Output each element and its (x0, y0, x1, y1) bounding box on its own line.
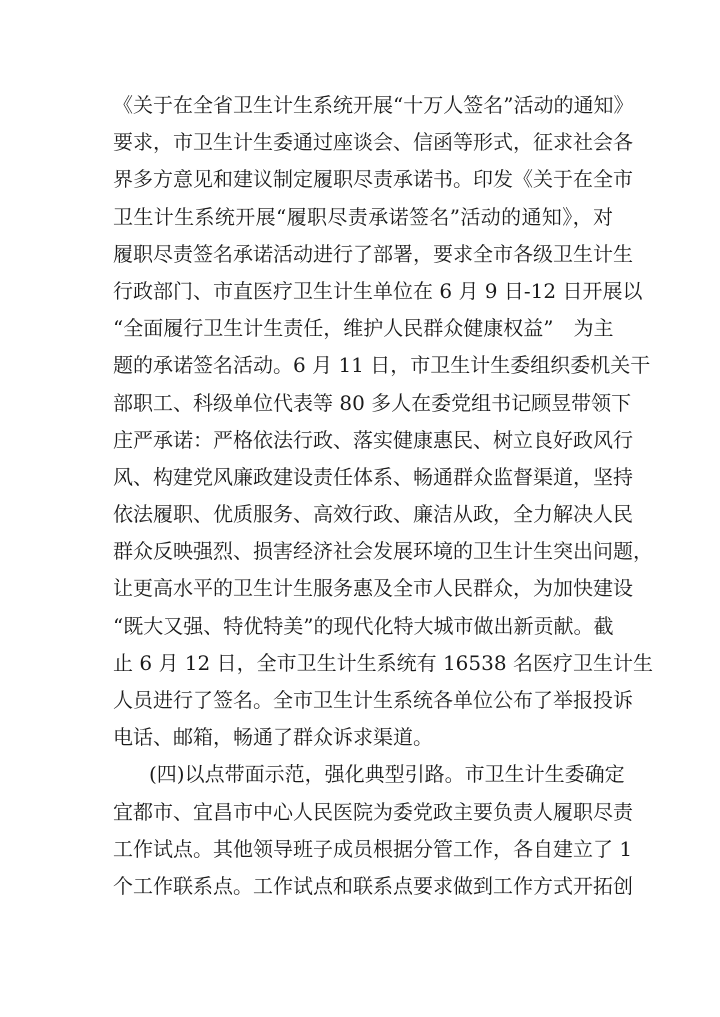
text-line: 界多方意见和建议制定履职尽责承诺书。印发《关于在全市 (113, 167, 633, 192)
text-line: “既大又强、特优特美”的现代化特大城市做出新贡献。截 (113, 613, 614, 638)
paragraph-end-line: 电话、邮箱，畅通了群众诉求渠道。 (113, 725, 433, 750)
text-line: 卫生计生系统开展“履职尽责承诺签名”活动的通知》，对 (113, 204, 613, 229)
text-line: 依法履职、优质服务、高效行政、廉洁从政，全力解决人民 (113, 502, 633, 527)
text-line: 宜都市、宜昌市中心人民医院为委党政主要负责人履职尽责 (113, 799, 633, 824)
text-line: 让更高水平的卫生计生服务惠及全市人民群众，为加快建设 (113, 576, 633, 601)
text-line: 个工作联系点。工作试点和联系点要求做到工作方式开拓创 (113, 873, 633, 898)
text-line: 要求，市卫生计生委通过座谈会、信函等形式，征求社会各 (113, 130, 633, 155)
text-line: 题的承诺签名活动。6 月 11 日，市卫生计生委组织委机关干 (113, 353, 651, 378)
text-line: 群众反映强烈、损害经济社会发展环境的卫生计生突出问题， (113, 539, 653, 564)
text-line: 止 6 月 12 日，全市卫生计生系统有 16538 名医疗卫生计生 (113, 650, 653, 675)
text-line: 工作试点。其他领导班子成员根据分管工作，各自建立了 1 (113, 836, 633, 861)
text-line: 履职尽责签名承诺活动进行了部署，要求全市各级卫生计生 (113, 241, 633, 266)
text-line: 部职工、科级单位代表等 80 多人在委党组书记顾昱带领下 (113, 390, 632, 415)
text-line: 庄严承诺：严格依法行政、落实健康惠民、树立良好政风行 (113, 427, 633, 452)
text-line: 风、构建党风廉政建设责任体系、畅通群众监督渠道，坚持 (113, 464, 633, 489)
body-text (113, 87, 653, 905)
text-line: 《关于在全省卫生计生系统开展“十万人签名”活动的通知》 (113, 93, 634, 117)
text-line: 人员进行了签名。全市卫生计生系统各单位公布了举报投诉 (113, 688, 633, 712)
section-heading-line: (四)以点带面示范，强化典型引路。市卫生计生委确定 (149, 762, 625, 787)
text-line: “全面履行卫生计生责任，维护人民群众健康权益” 为主 (113, 316, 614, 341)
text-line: 行政部门、市直医疗卫生计生单位在 6 月 9 日-12 日开展以 (113, 278, 643, 303)
